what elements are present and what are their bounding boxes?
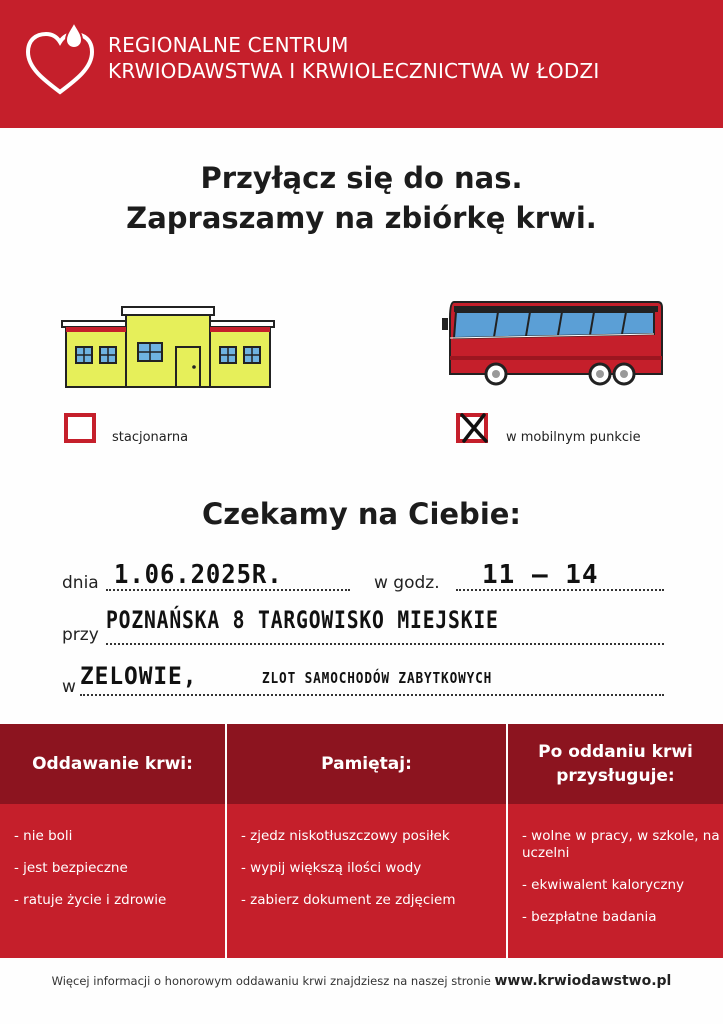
in-label: w [62,677,76,697]
footer [0,973,723,989]
in-value-main: ZELOWIE, [80,662,198,690]
heart-drop-logo-icon [24,20,96,100]
date-label: dnia [62,573,99,593]
at-dotted-line [106,643,664,645]
panel-remember-title-text: Pamiętaj: [321,754,412,774]
list-item: - bezpłatne badania [522,909,657,925]
panel-benefits-title-line1: Po oddaniu krwi [538,742,693,762]
date-value: 1.06.2025R. [114,560,283,590]
institution-name-line2: KRWIODAWSTWA I KRWIOLECZNICTWA W ŁODZI [108,59,600,83]
headline [0,158,723,238]
institution-name-line1: REGIONALNE CENTRUM [108,33,349,57]
mobile-checkbox[interactable] [456,413,488,443]
footer-text: Więcej informacji o honorowym oddawaniu krwi znajdziesz na naszej stronie [51,974,491,988]
panel-donation-title [0,724,225,804]
hours-label: w godz. [374,573,440,593]
panel-benefits-body [508,804,723,958]
list-item: - wolne w pracy, w szkole, na uczelni [522,828,720,861]
panel-benefits-title-line2: przysługuje: [556,766,675,786]
list-item: - ratuje życie i zdrowie [14,892,167,908]
list-item: - nie boli [14,828,73,844]
stationary-checkbox[interactable] [64,413,96,443]
list-item: - wypij większą ilości wody [241,860,422,876]
list-item: - ekwiwalent kaloryczny [522,877,685,893]
list-item: - zabierz dokument ze zdjęciem [241,892,456,908]
building-icon [60,305,276,389]
headline-line2: Zapraszamy na zbiórkę krwi. [126,201,597,235]
panel-remember-title [227,724,506,804]
panel-remember-body [227,804,506,958]
institution-name [108,32,599,84]
list-item: - zjedz niskotłuszczowy posiłek [241,828,450,844]
panel-benefits-title [508,724,723,804]
mobile-label: w mobilnym punkcie [506,430,641,445]
check-x-mark-icon [460,413,490,445]
in-value-extra: ZLOT SAMOCHODÓW ZABYTKOWYCH [262,669,493,687]
subheading: Czekamy na Ciebie: [201,497,522,531]
header-banner [0,0,723,128]
footer-link[interactable]: www.krwiodawstwo.pl [494,973,672,989]
headline-line1: Przyłącz się do nas. [200,161,523,195]
in-dotted-line [80,694,664,696]
panel-donation-body [0,804,225,958]
panel-donation-title-text: Oddawanie krwi: [32,754,193,774]
at-value: POZNAŃSKA 8 TARGOWISKO MIEJSKIE [106,606,499,634]
at-label: przy [62,625,99,645]
list-item: - jest bezpieczne [14,860,128,876]
bus-icon [440,298,666,388]
stationary-label: stacjonarna [112,430,189,445]
hours-value: 11 – 14 [482,560,599,590]
